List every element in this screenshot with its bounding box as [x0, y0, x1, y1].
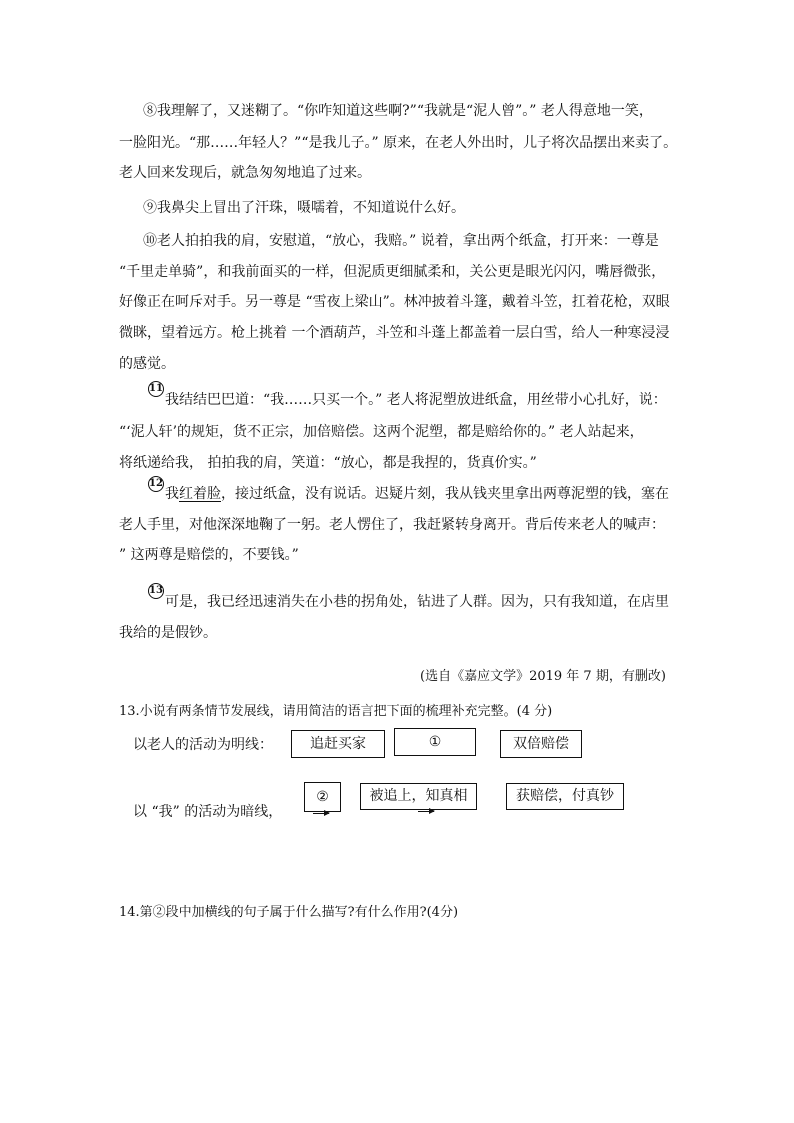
p12-rest: ，接过纸盒，没有说话。迟疑片刻，我从钱夹里拿出两尊泥塑的钱，塞在: [221, 486, 669, 502]
question-13: 13.小说有两条情节发展线，请用简洁的语言把下面的梳理补充完整。(4 分): [119, 704, 553, 719]
p10-line-3: 好像正在呵斥对手。另一尊是 “雪夜上梁山”。林冲披着斗篷，戴着斗笠，扛着花枪，双眼: [119, 294, 670, 310]
arrow-2: [418, 811, 434, 812]
main-box-1: 追赶买家: [291, 730, 385, 758]
p10-line-4: 微眯，望着远方。枪上挑着 一个酒葫芦，斗笠和斗蓬上都盖着一层白雪，给人一种寒浸浸: [119, 325, 670, 341]
p12-line-2: 老人手里，对他深深地鞠了一躬。老人愣住了，我赶紧转身离开。背后传来老人的喊声：: [119, 517, 665, 533]
p11-line-1: 我结结巴巴道：“我……只买一个。” 老人将泥塑放进纸盒，用丝带小心扎好，说：: [165, 392, 667, 408]
p13-line-2: 我给的是假钞。: [119, 625, 217, 641]
p10-line-5: 的感觉。: [119, 356, 175, 372]
hidden-box-2: 被追上，知真相: [360, 783, 477, 810]
hidden-box-1-blank: ②: [304, 782, 341, 812]
hidden-box-3: 获赔偿，付真钞: [506, 783, 624, 810]
p10-line-1: ⑩老人拍拍我的肩，安慰道，“放心，我赔。” 说着，拿出两个纸盒，打开来：一尊是: [143, 233, 659, 249]
main-line-label: 以老人的活动为明线：: [133, 737, 273, 753]
paragraph-number-11: 11: [148, 381, 164, 397]
p8-line-2: 一脸阳光。“那……年轻人？”“是我儿子。” 原来，在老人外出时，儿子将次品摆出来卖了。: [119, 135, 678, 151]
p12-line-1: [165, 485, 669, 503]
p8-line-1: ⑧我理解了，又迷糊了。“你咋知道这些啊?”“我就是“泥人曾”。” 老人得意地一笑，: [143, 103, 653, 119]
p9-line-1: ⑨我鼻尖上冒出了汗珠，嗫嚅着，不知道说什么好。: [143, 200, 465, 216]
underlined-sentence: 红着脸: [179, 486, 221, 502]
p11-line-3: 将纸递给我， 拍拍我的肩，笑道：“放心，都是我捏的，货真价实。”: [119, 455, 537, 471]
p12-line-3: ” 这两尊是赔偿的，不要钱。”: [119, 547, 299, 563]
p8-line-3: 老人回来发现后，就急匆匆地追了过来。: [119, 165, 371, 181]
hidden-line-label: 以 “我” 的活动为暗线，: [133, 804, 283, 820]
p11-line-2: “‘泥人轩’的规矩，货不正宗，加倍赔偿。这两个泥塑，都是赔给你的。” 老人站起来，: [119, 424, 644, 440]
p13-line-1: 可是，我已经迅速消失在小巷的拐角处，钻进了人群。因为，只有我知道，在店里: [165, 594, 669, 610]
paragraph-number-13: 13: [148, 583, 164, 599]
p12-prefix: 我: [165, 486, 179, 502]
p10-line-2: “千里走单骑”，和我前面买的一样，但泥质更细腻柔和，关公更是眼光闪闪，嘴唇微张，: [119, 264, 666, 280]
main-box-3: 双倍赔偿: [500, 730, 582, 758]
arrow-1: [313, 813, 329, 814]
source-citation: (选自《嘉应文学》2019 年 7 期，有删改): [420, 669, 666, 684]
question-14: 14.第②段中加横线的句子属于什么描写?有什么作用?(4分): [119, 905, 459, 920]
paragraph-number-12: 12: [148, 476, 164, 492]
main-box-2-blank: ①: [394, 728, 476, 756]
